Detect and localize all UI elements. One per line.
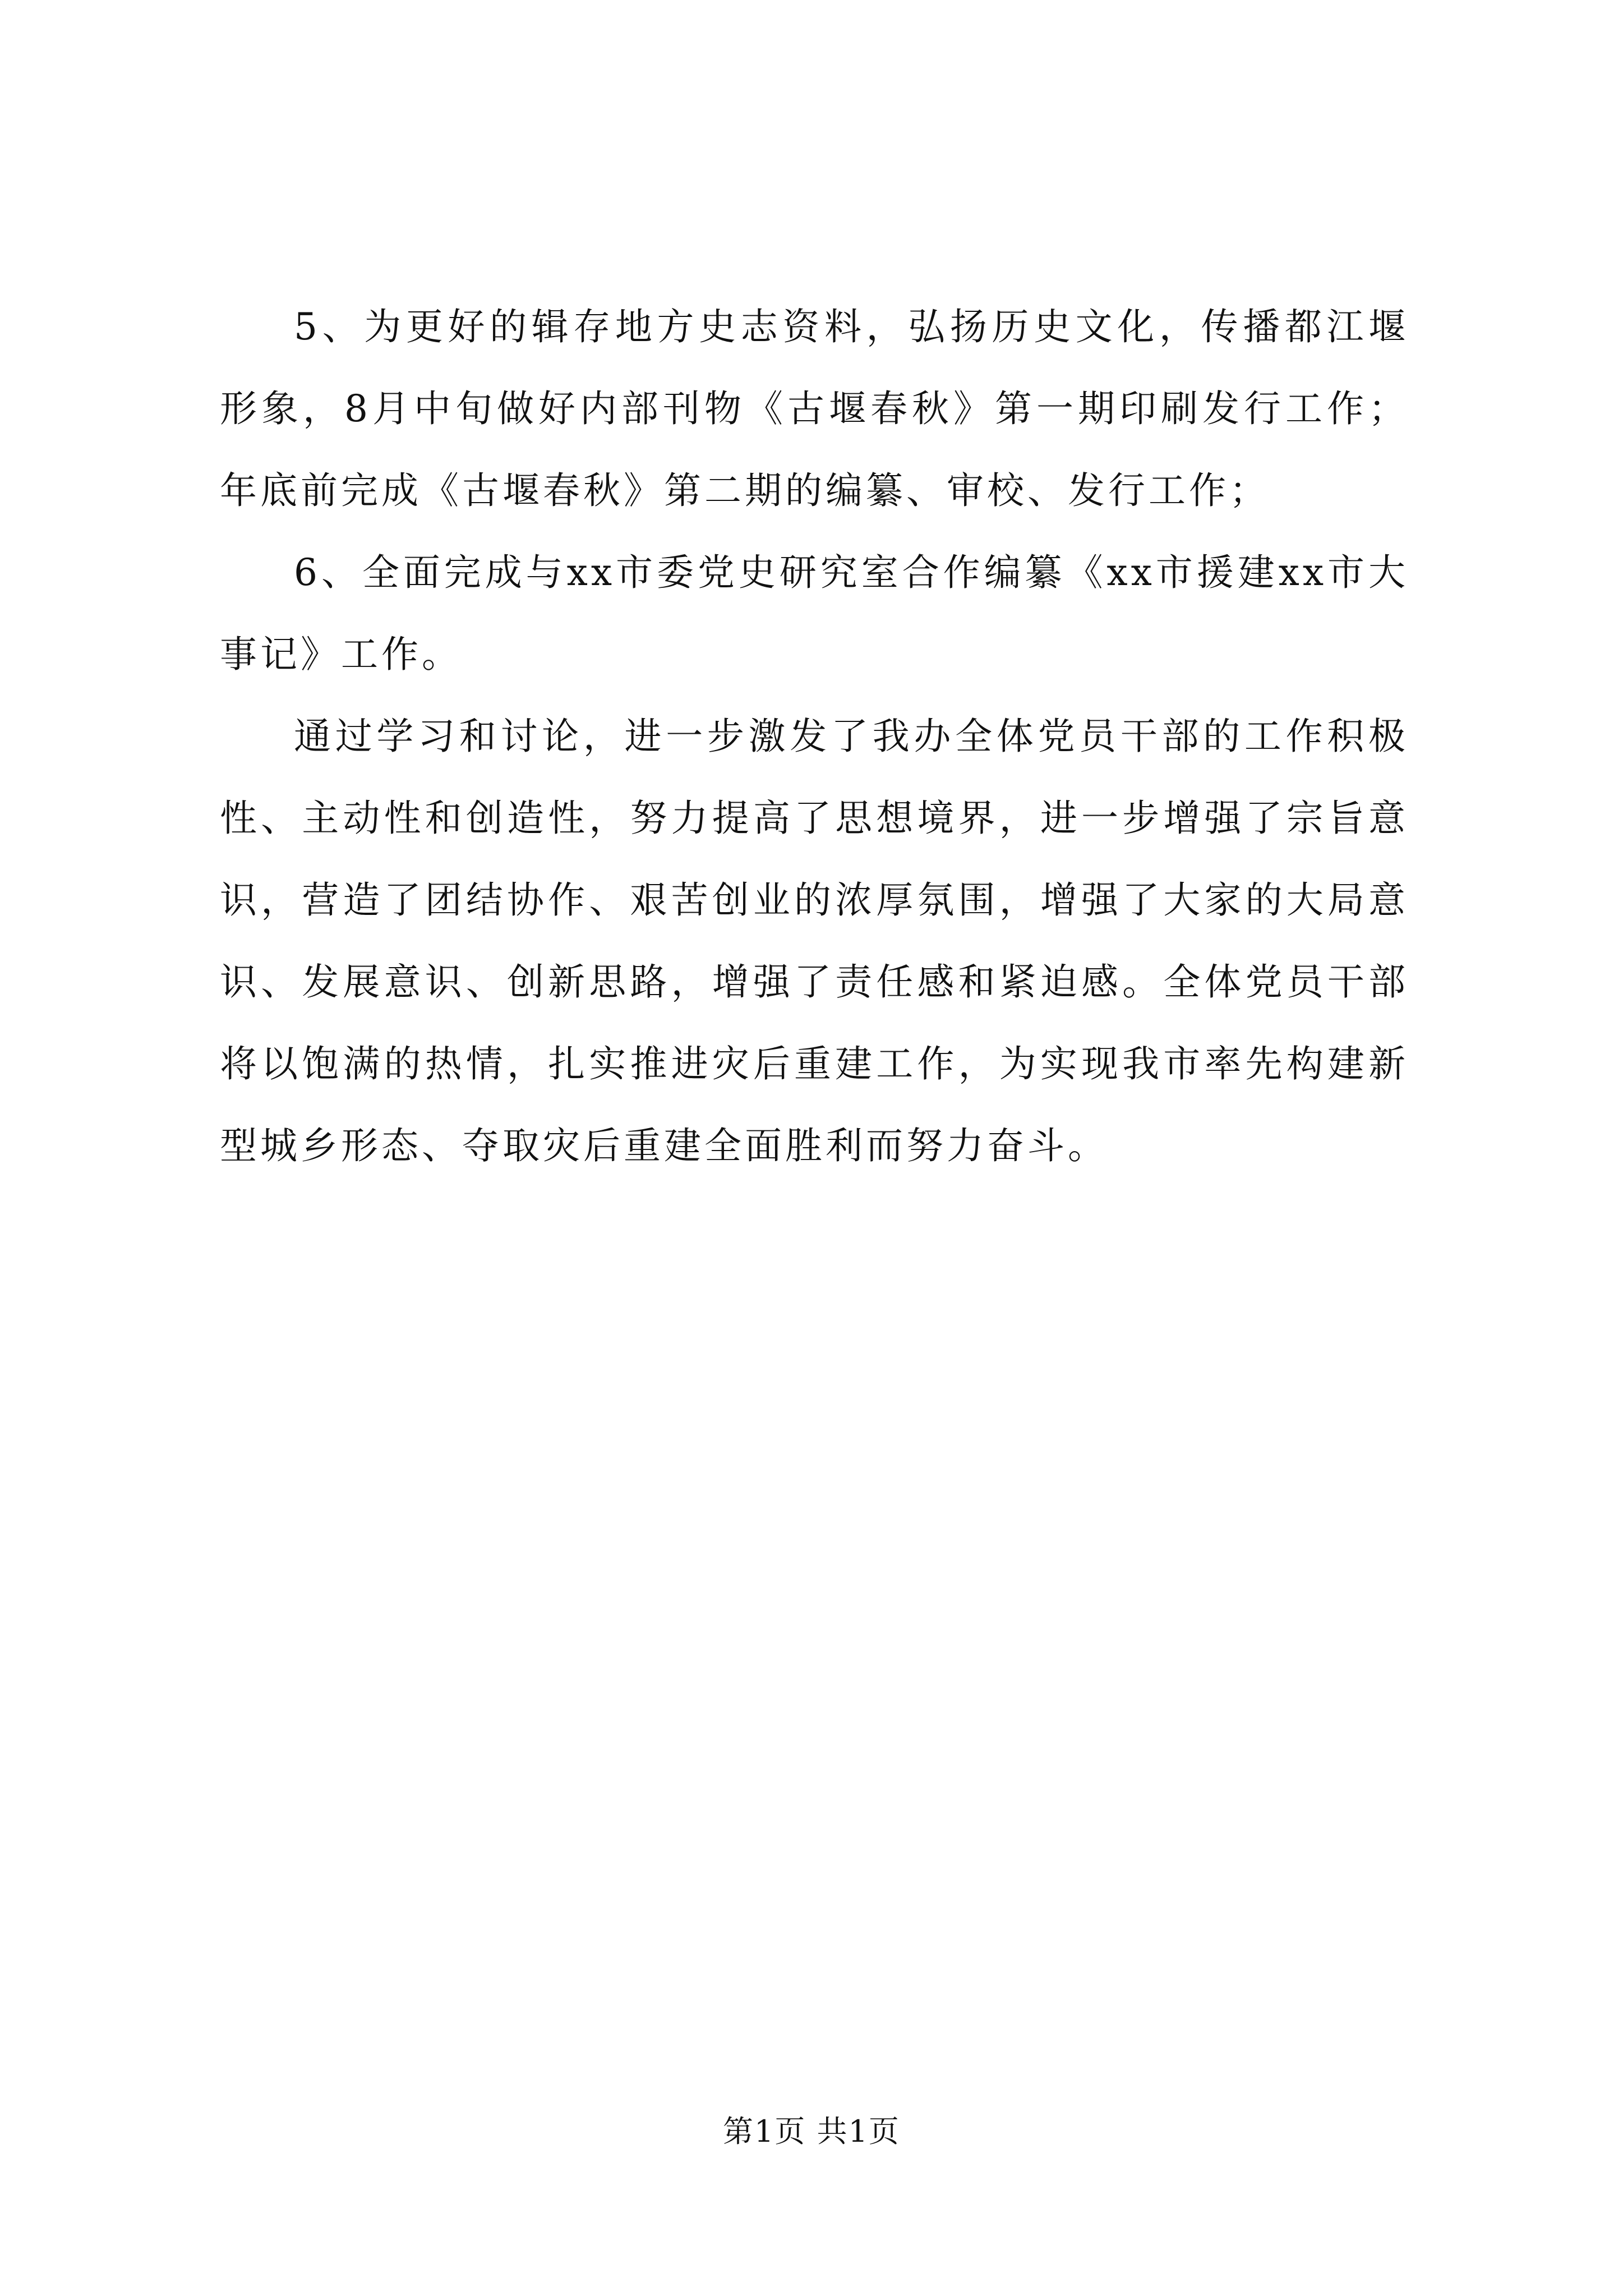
paragraph-item-6: 6、全面完成与xx市委党史研究室合作编纂《xx市援建xx市大事记》工作。 [220, 551, 1409, 676]
document-body [220, 286, 1409, 1187]
paragraph-summary: 通过学习和讨论，进一步激发了我办全体党员干部的工作积极性、主动性和创造性，努力提高了思想境界，进一步增强了宗旨意识，营造了团结协作、艰苦创业的浓厚氛围，增强了大家的大局意识、发展意识、创新思路，增强了责任感和紧迫感。全体党员干部将以饱满的热情，扎实推进灾后重建工作，为实现我市率先构建新型城乡形态、夺取灾后重建全面胜利而努力奋斗。 [220, 715, 1409, 1167]
page-footer: 第1页 共1页 [723, 2114, 900, 2149]
paragraph-item-5: 5、为更好的辑存地方史志资料，弘扬历史文化，传播都江堰形象，8月中旬做好内部刊物《古堰春秋》第一期印刷发行工作；年底前完成《古堰春秋》第二期的编纂、审校、发行工作； [220, 305, 1409, 512]
